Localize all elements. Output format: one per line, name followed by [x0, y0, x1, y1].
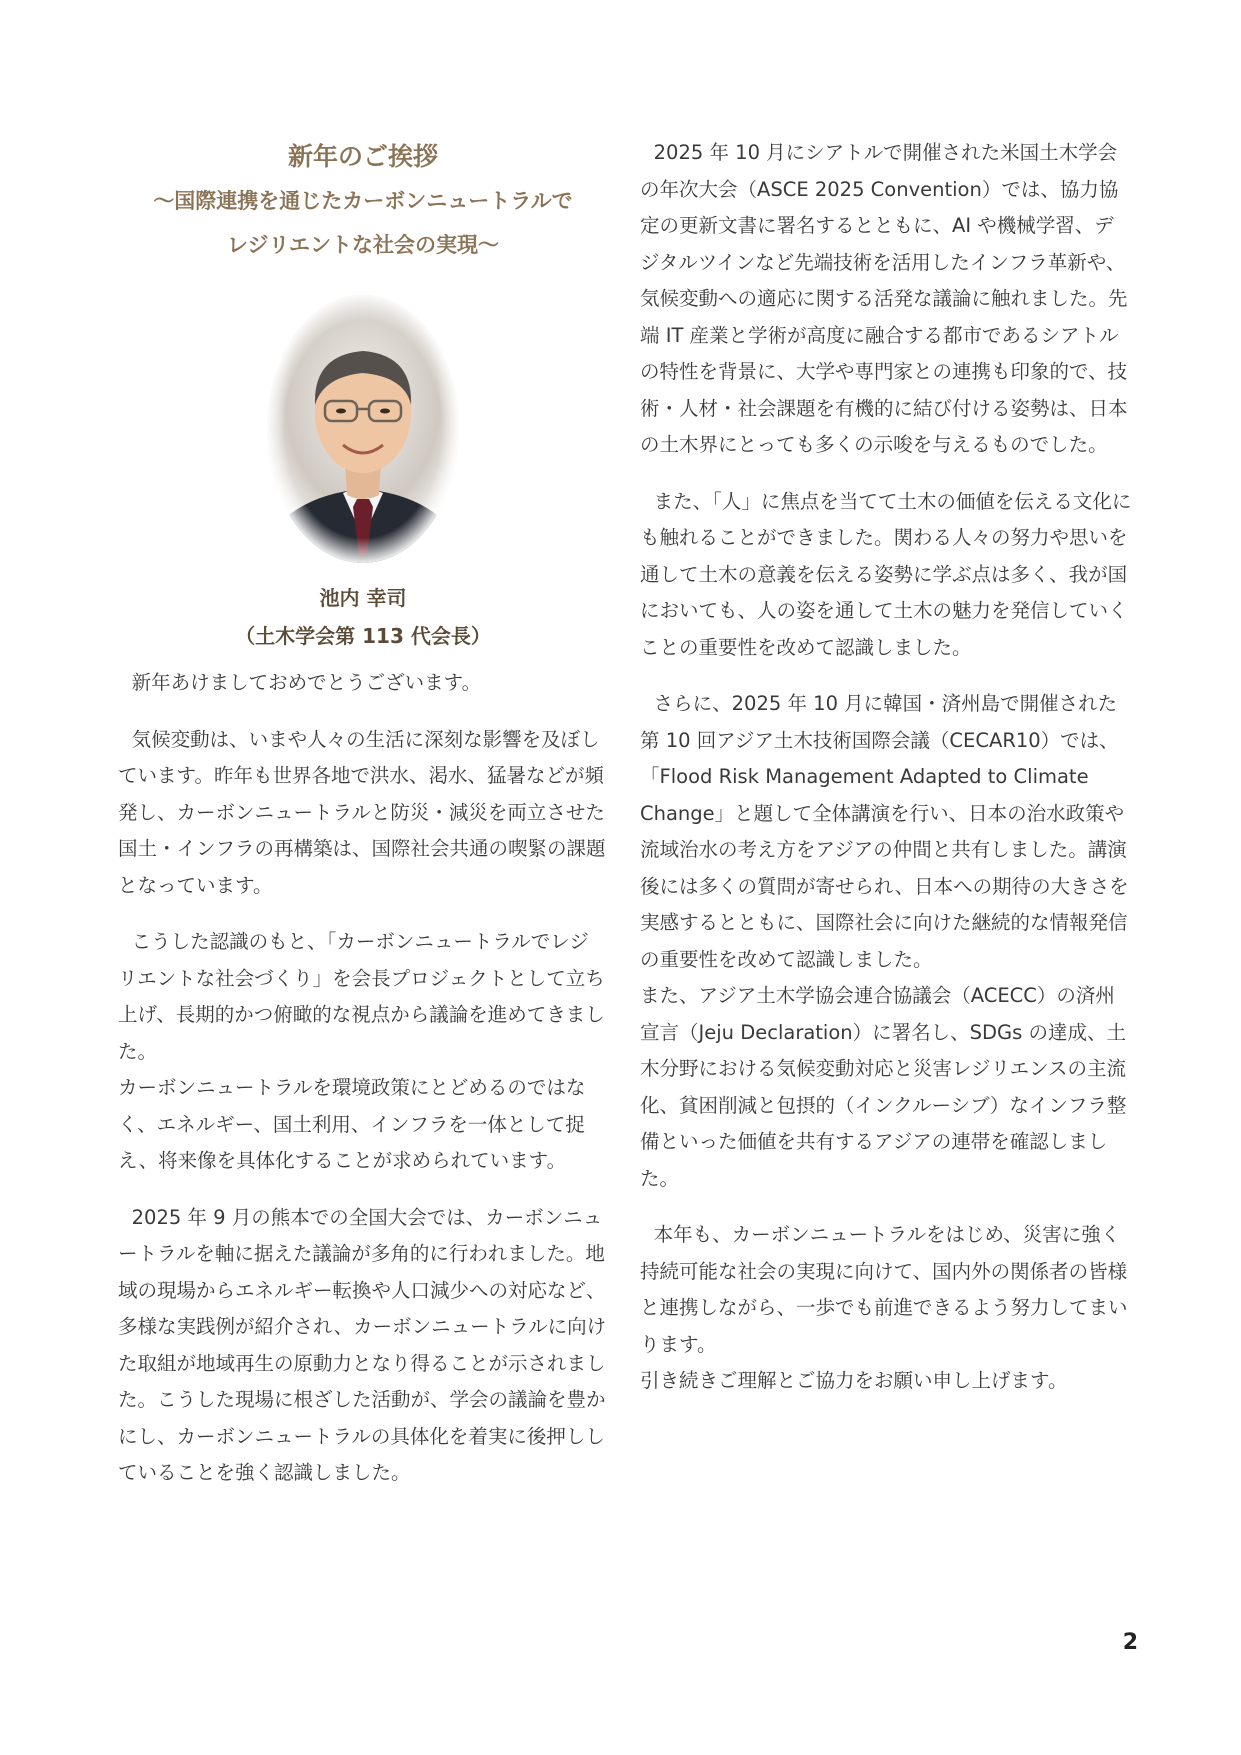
- left-column: [118, 135, 608, 1492]
- paragraph: さらに、2025 年 10 月に韓国・済州島で開催された第 10 回アジア土木技術国際会議（CECAR10）では、「Flood Risk Management Adapted to Climate Change」と題して全体講演を行い、日本の治水政策や流域治水の考え方をアジアの仲間と共有しました。講演後には多くの質問が寄せられ、日本への期待の大きさを実感するとともに、国際社会に向けた継続的な情報発信の重要性を改めて認識しました。: [640, 692, 1129, 971]
- paragraph: 本年も、カーボンニュートラルをはじめ、災害に強く持続可能な社会の実現に向けて、国内外の関係者の皆様と連携しながら、一歩でも前進できるよう努力してまいります。: [640, 1223, 1128, 1356]
- paragraph: 2025 年 10 月にシアトルで開催された米国土木学会の年次大会（ASCE 2025 Convention）では、協力協定の更新文書に署名するとともに、AI や機械学習、デジタルツインなど先端技術を活用したインフラ革新や、気候変動への適応に関する活発な議論に触れました。先端 IT 産業と学術が高度に融合する都市であるシアトルの特性を背景に、大学や専門家との連携も印象的で、技術・人材・社会課題を有機的に結び付ける姿勢は、日本の土木界にとっても多くの示唆を与えるものでした。: [640, 141, 1128, 456]
- paragraph: 2025 年 9 月の熊本での全国大会では、カーボンニュートラルを軸に据えた議論が多角的に行われました。地域の現場からエネルギー転換や人口減少への対応など、多様な実践例が紹介され、カーボンニュートラルに向けた取組が地域再生の原動力となり得ることが示されました。こうした現場に根ざした活動が、学会の議論を豊かにし、カーボンニュートラルの具体化を着実に後押ししていることを強く認識しました。: [118, 1205, 607, 1484]
- page-title: 新年のご挨拶: [287, 142, 438, 171]
- paragraph: こうした認識のもと、「カーボンニュートラルでレジリエントな社会づくり」を会長プロジェクトとして立ち上げ、長期的かつ俯瞰的な視点から議論を進めてきました。: [118, 930, 605, 1063]
- author-block: [118, 579, 608, 655]
- paragraph: 気候変動は、いまや人々の生活に深刻な影響を及ぼしています。昨年も世界各地で洪水、渇水、猛暑などが頻発し、カーボンニュートラルと防災・減災を両立させた国土・インフラの再構築は、国際社会共通の喫緊の課題となっています。: [118, 727, 606, 897]
- title-block: [118, 135, 608, 267]
- paragraph: カーボンニュートラルを環境政策にとどめるのではなく、エネルギー、国土利用、インフラを一体として捉え、将来像を具体化することが求められています。: [118, 1076, 586, 1172]
- paragraph: また、「人」に焦点を当てて土木の価値を伝える文化にも触れることができました。関わる人々の努力や思いを通して土木の意義を伝える姿勢に学ぶ点は多く、我が国においても、人の姿を通して土木の魅力を発信していくことの重要性を改めて認識しました。: [640, 489, 1132, 659]
- portrait-container: [118, 293, 608, 565]
- paragraph: 引き続きご理解とご協力をお願い申し上げます。: [640, 1369, 1068, 1392]
- paragraph: また、アジア土木学協会連合協議会（ACECC）の済州宣言（Jeju Declaration）に署名し、SDGs の達成、土木分野における気候変動対応と災害レジリエンスの主流化、貧困削減と包摂的（インクルーシブ）なインフラ整備といった価値を共有するアジアの連帯を確認しました。: [640, 984, 1127, 1190]
- page-subtitle-line1: ～国際連携を通じたカーボンニュートラルで: [153, 189, 573, 213]
- author-portrait-photo: [265, 293, 461, 565]
- author-name: 池内 幸司: [319, 586, 407, 610]
- page-number: 2: [1122, 1630, 1138, 1655]
- page-subtitle-line2: レジリエントな社会の実現～: [226, 233, 500, 257]
- right-column: [640, 135, 1132, 1400]
- paragraph: 新年あけましておめでとうございます。: [131, 671, 482, 694]
- author-position: （土木学会第 113 代会長）: [235, 624, 491, 648]
